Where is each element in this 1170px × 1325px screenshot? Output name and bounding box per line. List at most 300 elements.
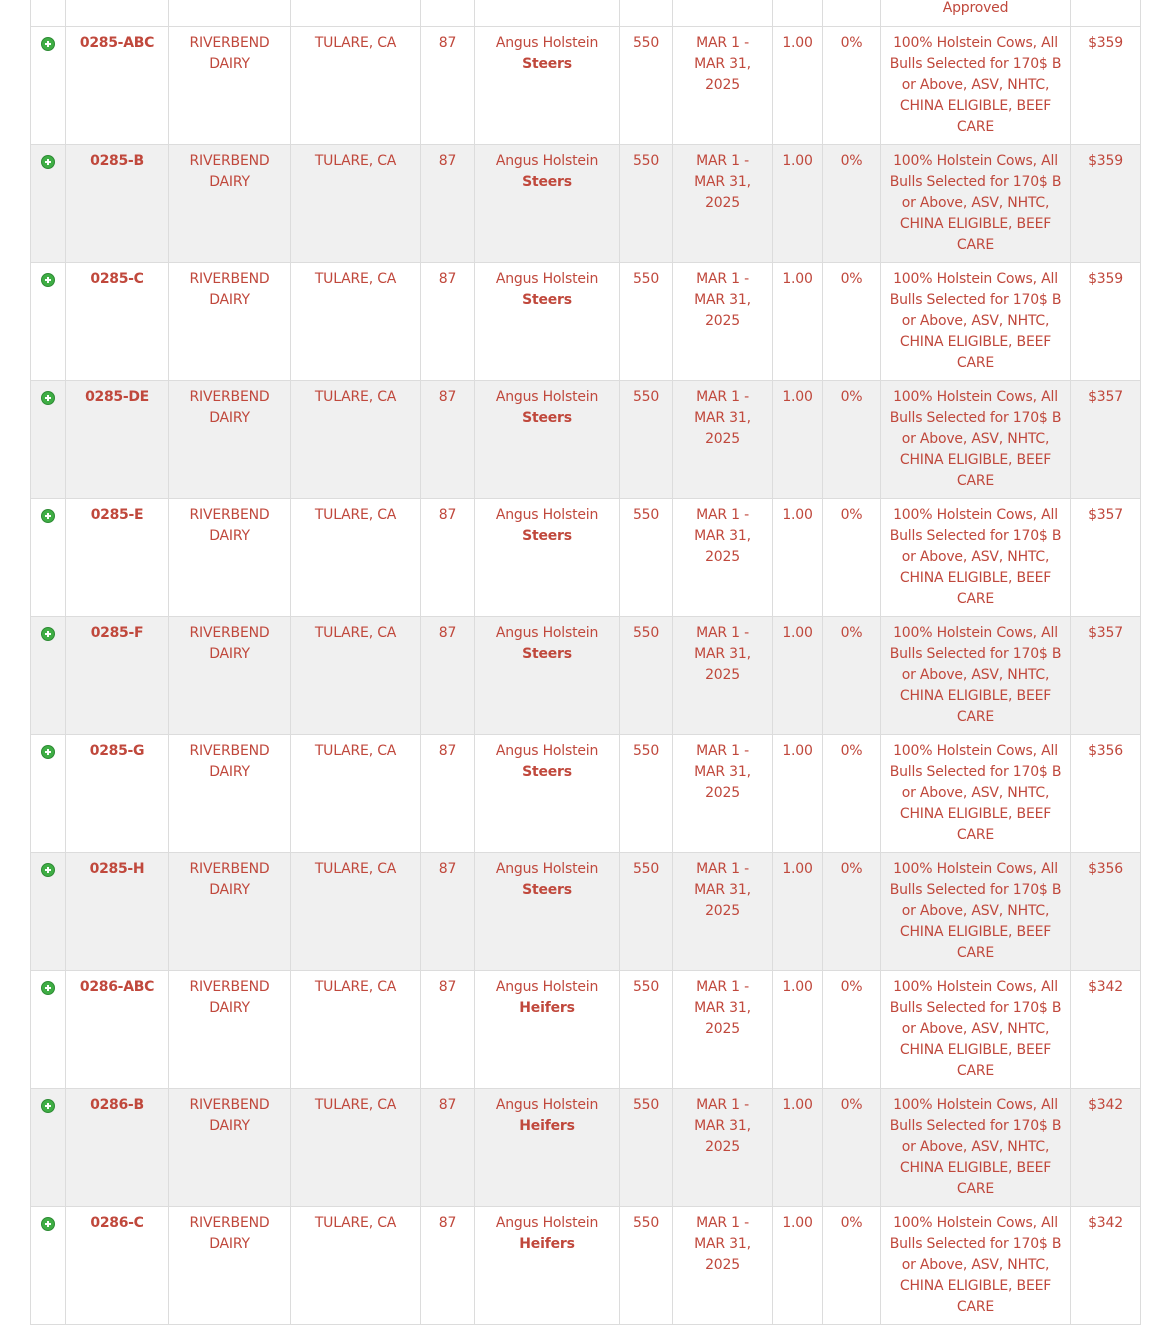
head-count-cell — [421, 735, 475, 853]
location-cell — [291, 1089, 421, 1207]
breed-cell — [475, 381, 620, 499]
delivery-cell — [673, 735, 773, 853]
head-count-cell — [421, 27, 475, 145]
shrink-cell — [823, 853, 881, 971]
lot-link[interactable]: 0285-E — [90, 507, 144, 523]
lot-cell — [66, 735, 169, 853]
table-row — [31, 971, 1141, 1089]
description-cell — [881, 617, 1071, 735]
head-count-cell — [421, 971, 475, 1089]
seller-text: RIVERBEND DAIRY — [189, 1097, 270, 1134]
breed-cell — [475, 617, 620, 735]
location-cell — [291, 263, 421, 381]
delivery-cell — [673, 1089, 773, 1207]
price-cell — [1071, 1089, 1141, 1207]
sex-text: Heifers — [519, 1118, 575, 1134]
sex-text: Steers — [522, 56, 572, 72]
weight-text: 550 — [632, 1097, 660, 1113]
table-row — [31, 735, 1141, 853]
breed-text: Angus Holstein — [495, 1215, 599, 1231]
weight-text: 550 — [632, 153, 660, 169]
sex-text: Heifers — [519, 1000, 575, 1016]
seller-cell — [169, 499, 291, 617]
location-cell — [291, 381, 421, 499]
description-cell — [881, 0, 1071, 27]
head-count-text: 87 — [438, 35, 457, 51]
slide-cell — [773, 1207, 823, 1325]
seller-cell — [169, 1089, 291, 1207]
delivery-text: MAR 1 - MAR 31, 2025 — [694, 979, 751, 1037]
expand-cell — [31, 617, 66, 735]
slide-text: 1.00 — [782, 1097, 813, 1113]
sex-text: Steers — [522, 410, 572, 426]
expand-cell — [31, 381, 66, 499]
breed-text: Angus Holstein — [495, 861, 599, 877]
location-cell — [291, 145, 421, 263]
delivery-cell — [673, 27, 773, 145]
shrink-text: 0% — [840, 861, 863, 877]
shrink-cell — [823, 971, 881, 1089]
table-cell — [823, 0, 881, 27]
expand-cell — [31, 735, 66, 853]
sex-text: Steers — [522, 292, 572, 308]
sex-text: Steers — [522, 174, 572, 190]
sex-text: Heifers — [519, 1236, 575, 1252]
price-cell — [1071, 735, 1141, 853]
shrink-text: 0% — [840, 979, 863, 995]
price-text: $342 — [1088, 979, 1123, 995]
shrink-text: 0% — [840, 1215, 863, 1231]
breed-text: Angus Holstein — [495, 507, 599, 523]
weight-text: 550 — [632, 625, 660, 641]
location-text: TULARE, CA — [314, 625, 397, 641]
table-cell — [66, 0, 169, 27]
shrink-cell — [823, 263, 881, 381]
description-cell — [881, 381, 1071, 499]
description-cell — [881, 735, 1071, 853]
lot-link[interactable]: 0285-H — [89, 861, 145, 877]
delivery-cell — [673, 263, 773, 381]
head-count-cell — [421, 1089, 475, 1207]
price-cell — [1071, 27, 1141, 145]
description-text: 100% Holstein Cows, All Bulls Selected for 170$ B or Above, ASV, NHTC, CHINA ELIGIBLE, BEEF CARE — [889, 153, 1062, 253]
sex-text: Steers — [522, 764, 572, 780]
location-text: TULARE, CA — [314, 743, 397, 759]
weight-text: 550 — [632, 507, 660, 523]
description-text: 100% Holstein Cows, All Bulls Selected for 170$ B or Above, ASV, NHTC, CHINA ELIGIBLE, BEEF CARE — [889, 1097, 1062, 1197]
plus-circle-icon[interactable] — [41, 391, 55, 405]
location-text: TULARE, CA — [314, 271, 397, 287]
expand-cell — [31, 1207, 66, 1325]
shrink-cell — [823, 145, 881, 263]
description-cell — [881, 1089, 1071, 1207]
slide-cell — [773, 499, 823, 617]
shrink-cell — [823, 381, 881, 499]
lot-link[interactable]: 0285-DE — [85, 389, 149, 405]
head-count-text: 87 — [438, 1097, 457, 1113]
slide-cell — [773, 853, 823, 971]
breed-cell — [475, 853, 620, 971]
lot-cell — [66, 263, 169, 381]
delivery-cell — [673, 145, 773, 263]
price-text: $359 — [1088, 271, 1123, 287]
head-count-cell — [421, 853, 475, 971]
location-cell — [291, 1207, 421, 1325]
plus-circle-icon[interactable] — [41, 273, 55, 287]
location-text: TULARE, CA — [314, 35, 397, 51]
shrink-text: 0% — [840, 625, 863, 641]
seller-cell — [169, 971, 291, 1089]
description-text: 100% Holstein Cows, All Bulls Selected for 170$ B or Above, ASV, NHTC, CHINA ELIGIBLE, BEEF CARE — [889, 271, 1062, 371]
seller-text: RIVERBEND DAIRY — [189, 979, 270, 1016]
price-cell — [1071, 499, 1141, 617]
shrink-cell — [823, 1207, 881, 1325]
breed-text: Angus Holstein — [495, 1097, 599, 1113]
seller-text: RIVERBEND DAIRY — [189, 35, 270, 72]
location-cell — [291, 971, 421, 1089]
weight-text: 550 — [632, 1215, 660, 1231]
sex-text: Steers — [522, 882, 572, 898]
breed-text: Angus Holstein — [495, 271, 599, 287]
seller-text: RIVERBEND DAIRY — [189, 625, 270, 662]
breed-cell — [475, 263, 620, 381]
location-text: TULARE, CA — [314, 153, 397, 169]
table-row — [31, 381, 1141, 499]
head-count-text: 87 — [438, 389, 457, 405]
price-text: $359 — [1088, 35, 1123, 51]
slide-cell — [773, 1089, 823, 1207]
description-text: 100% Holstein Cows, All Bulls Selected for 170$ B or Above, ASV, NHTC, CHINA ELIGIBLE, BEEF CARE — [889, 35, 1062, 135]
slide-text: 1.00 — [782, 507, 813, 523]
lot-cell — [66, 499, 169, 617]
price-text: $342 — [1088, 1097, 1123, 1113]
shrink-text: 0% — [840, 35, 863, 51]
shrink-cell — [823, 27, 881, 145]
expand-cell — [31, 145, 66, 263]
slide-cell — [773, 617, 823, 735]
delivery-text: MAR 1 - MAR 31, 2025 — [694, 1097, 751, 1155]
head-count-text: 87 — [438, 861, 457, 877]
delivery-text: MAR 1 - MAR 31, 2025 — [694, 35, 751, 93]
head-count-text: 87 — [438, 625, 457, 641]
breed-text: Angus Holstein — [495, 979, 599, 995]
description-text: 100% Holstein Cows, All Bulls Selected for 170$ B or Above, ASV, NHTC, CHINA ELIGIBLE, BEEF CARE — [889, 625, 1062, 725]
location-cell — [291, 27, 421, 145]
slide-cell — [773, 145, 823, 263]
delivery-cell — [673, 853, 773, 971]
lot-link[interactable]: 0285-ABC — [79, 35, 155, 51]
seller-text: RIVERBEND DAIRY — [189, 743, 270, 780]
table-row — [31, 145, 1141, 263]
sex-text: Steers — [522, 528, 572, 544]
lot-cell — [66, 853, 169, 971]
description-cell — [881, 499, 1071, 617]
table-cell — [31, 0, 66, 27]
lot-cell — [66, 1089, 169, 1207]
price-text: $357 — [1088, 507, 1123, 523]
shrink-cell — [823, 617, 881, 735]
slide-cell — [773, 27, 823, 145]
shrink-text: 0% — [840, 743, 863, 759]
slide-text: 1.00 — [782, 153, 813, 169]
slide-text: 1.00 — [782, 389, 813, 405]
seller-text: RIVERBEND DAIRY — [189, 389, 270, 426]
slide-cell — [773, 381, 823, 499]
weight-cell — [620, 735, 673, 853]
weight-cell — [620, 27, 673, 145]
lot-cell — [66, 971, 169, 1089]
price-text: $356 — [1088, 861, 1123, 877]
head-count-cell — [421, 617, 475, 735]
location-cell — [291, 735, 421, 853]
head-count-cell — [421, 145, 475, 263]
breed-cell — [475, 499, 620, 617]
location-cell — [291, 617, 421, 735]
breed-text: Angus Holstein — [495, 389, 599, 405]
plus-circle-icon[interactable] — [41, 981, 55, 995]
weight-text: 550 — [632, 35, 660, 51]
lot-cell — [66, 145, 169, 263]
delivery-cell — [673, 617, 773, 735]
approved-text: Approved — [942, 0, 1009, 16]
table-cell — [169, 0, 291, 27]
plus-circle-icon[interactable] — [41, 155, 55, 169]
seller-cell — [169, 145, 291, 263]
lots-table-container — [30, 0, 1140, 1325]
slide-text: 1.00 — [782, 625, 813, 641]
seller-text: RIVERBEND DAIRY — [189, 1215, 270, 1252]
breed-cell — [475, 971, 620, 1089]
head-count-cell — [421, 263, 475, 381]
lot-link[interactable]: 0285-C — [90, 271, 144, 287]
head-count-text: 87 — [438, 271, 457, 287]
breed-text: Angus Holstein — [495, 35, 599, 51]
description-cell — [881, 853, 1071, 971]
lot-link[interactable]: 0285-F — [90, 625, 144, 641]
lot-link[interactable]: 0286-C — [90, 1215, 144, 1231]
lot-link[interactable]: 0286-ABC — [79, 979, 155, 995]
breed-text: Angus Holstein — [495, 153, 599, 169]
lot-cell — [66, 1207, 169, 1325]
description-cell — [881, 263, 1071, 381]
seller-text: RIVERBEND DAIRY — [189, 153, 270, 190]
head-count-text: 87 — [438, 153, 457, 169]
table-row — [31, 617, 1141, 735]
seller-cell — [169, 735, 291, 853]
weight-cell — [620, 381, 673, 499]
weight-cell — [620, 971, 673, 1089]
expand-cell — [31, 1089, 66, 1207]
plus-circle-icon[interactable] — [41, 745, 55, 759]
slide-text: 1.00 — [782, 1215, 813, 1231]
plus-circle-icon[interactable] — [41, 37, 55, 51]
seller-cell — [169, 853, 291, 971]
slide-text: 1.00 — [782, 35, 813, 51]
plus-circle-icon[interactable] — [41, 1217, 55, 1231]
description-text: 100% Holstein Cows, All Bulls Selected for 170$ B or Above, ASV, NHTC, CHINA ELIGIBLE, BEEF CARE — [889, 1215, 1062, 1315]
price-cell — [1071, 853, 1141, 971]
price-text: $357 — [1088, 625, 1123, 641]
plus-circle-icon[interactable] — [41, 1099, 55, 1113]
weight-cell — [620, 499, 673, 617]
seller-cell — [169, 381, 291, 499]
table-cell — [421, 0, 475, 27]
weight-cell — [620, 617, 673, 735]
weight-text: 550 — [632, 979, 660, 995]
price-cell — [1071, 145, 1141, 263]
description-cell — [881, 145, 1071, 263]
shrink-text: 0% — [840, 1097, 863, 1113]
lot-link[interactable]: 0286-B — [90, 1097, 144, 1113]
plus-circle-icon[interactable] — [41, 509, 55, 523]
delivery-text: MAR 1 - MAR 31, 2025 — [694, 271, 751, 329]
table-cell — [620, 0, 673, 27]
breed-cell — [475, 1207, 620, 1325]
breed-text: Angus Holstein — [495, 743, 599, 759]
table-cell — [673, 0, 773, 27]
expand-cell — [31, 27, 66, 145]
breed-text: Angus Holstein — [495, 625, 599, 641]
slide-text: 1.00 — [782, 979, 813, 995]
delivery-text: MAR 1 - MAR 31, 2025 — [694, 743, 751, 801]
shrink-cell — [823, 1089, 881, 1207]
expand-cell — [31, 853, 66, 971]
slide-cell — [773, 971, 823, 1089]
price-cell — [1071, 1207, 1141, 1325]
table-row — [31, 263, 1141, 381]
slide-text: 1.00 — [782, 743, 813, 759]
description-cell — [881, 1207, 1071, 1325]
delivery-cell — [673, 381, 773, 499]
lot-cell — [66, 381, 169, 499]
delivery-cell — [673, 971, 773, 1089]
head-count-cell — [421, 499, 475, 617]
head-count-text: 87 — [438, 979, 457, 995]
location-text: TULARE, CA — [314, 1215, 397, 1231]
shrink-text: 0% — [840, 507, 863, 523]
delivery-text: MAR 1 - MAR 31, 2025 — [694, 625, 751, 683]
shrink-cell — [823, 735, 881, 853]
price-cell — [1071, 971, 1141, 1089]
description-text: 100% Holstein Cows, All Bulls Selected for 170$ B or Above, ASV, NHTC, CHINA ELIGIBLE, BEEF CARE — [889, 979, 1062, 1079]
weight-text: 550 — [632, 743, 660, 759]
expand-cell — [31, 971, 66, 1089]
weight-cell — [620, 263, 673, 381]
location-text: TULARE, CA — [314, 979, 397, 995]
table-cell — [291, 0, 421, 27]
delivery-text: MAR 1 - MAR 31, 2025 — [694, 861, 751, 919]
table-row — [31, 499, 1141, 617]
weight-cell — [620, 1207, 673, 1325]
slide-text: 1.00 — [782, 861, 813, 877]
location-text: TULARE, CA — [314, 507, 397, 523]
table-row — [31, 1207, 1141, 1325]
price-text: $357 — [1088, 389, 1123, 405]
description-text: 100% Holstein Cows, All Bulls Selected for 170$ B or Above, ASV, NHTC, CHINA ELIGIBLE, BEEF CARE — [889, 743, 1062, 843]
table-cell — [773, 0, 823, 27]
weight-text: 550 — [632, 389, 660, 405]
weight-cell — [620, 853, 673, 971]
shrink-text: 0% — [840, 271, 863, 287]
expand-cell — [31, 499, 66, 617]
table-row-partial — [31, 0, 1141, 27]
head-count-cell — [421, 1207, 475, 1325]
location-cell — [291, 853, 421, 971]
lot-link[interactable]: 0285-B — [90, 153, 144, 169]
head-count-text: 87 — [438, 743, 457, 759]
slide-cell — [773, 263, 823, 381]
slide-text: 1.00 — [782, 271, 813, 287]
weight-cell — [620, 145, 673, 263]
delivery-text: MAR 1 - MAR 31, 2025 — [694, 507, 751, 565]
lot-cell — [66, 27, 169, 145]
lot-cell — [66, 617, 169, 735]
price-cell — [1071, 263, 1141, 381]
location-cell — [291, 499, 421, 617]
head-count-cell — [421, 381, 475, 499]
price-text: $356 — [1088, 743, 1123, 759]
plus-circle-icon[interactable] — [41, 627, 55, 641]
delivery-cell — [673, 1207, 773, 1325]
seller-text: RIVERBEND DAIRY — [189, 861, 270, 898]
breed-cell — [475, 27, 620, 145]
location-text: TULARE, CA — [314, 861, 397, 877]
table-row — [31, 853, 1141, 971]
shrink-text: 0% — [840, 389, 863, 405]
description-cell — [881, 971, 1071, 1089]
weight-cell — [620, 1089, 673, 1207]
price-text: $342 — [1088, 1215, 1123, 1231]
weight-text: 550 — [632, 861, 660, 877]
seller-cell — [169, 263, 291, 381]
description-text: 100% Holstein Cows, All Bulls Selected for 170$ B or Above, ASV, NHTC, CHINA ELIGIBLE, BEEF CARE — [889, 861, 1062, 961]
seller-cell — [169, 617, 291, 735]
breed-cell — [475, 145, 620, 263]
price-cell — [1071, 617, 1141, 735]
seller-cell — [169, 1207, 291, 1325]
location-text: TULARE, CA — [314, 389, 397, 405]
delivery-cell — [673, 499, 773, 617]
breed-cell — [475, 735, 620, 853]
description-text: 100% Holstein Cows, All Bulls Selected for 170$ B or Above, ASV, NHTC, CHINA ELIGIBLE, BEEF CARE — [889, 389, 1062, 489]
sex-text: Steers — [522, 646, 572, 662]
delivery-text: MAR 1 - MAR 31, 2025 — [694, 153, 751, 211]
seller-cell — [169, 27, 291, 145]
weight-text: 550 — [632, 271, 660, 287]
slide-cell — [773, 735, 823, 853]
head-count-text: 87 — [438, 507, 457, 523]
table-cell — [1071, 0, 1141, 27]
lot-link[interactable]: 0285-G — [89, 743, 145, 759]
table-cell — [475, 0, 620, 27]
shrink-text: 0% — [840, 153, 863, 169]
plus-circle-icon[interactable] — [41, 863, 55, 877]
head-count-text: 87 — [438, 1215, 457, 1231]
seller-text: RIVERBEND DAIRY — [189, 271, 270, 308]
description-cell — [881, 27, 1071, 145]
description-text: 100% Holstein Cows, All Bulls Selected for 170$ B or Above, ASV, NHTC, CHINA ELIGIBLE, BEEF CARE — [889, 507, 1062, 607]
shrink-cell — [823, 499, 881, 617]
table-row — [31, 1089, 1141, 1207]
seller-text: RIVERBEND DAIRY — [189, 507, 270, 544]
expand-cell — [31, 263, 66, 381]
lots-table — [30, 0, 1141, 1325]
table-row — [31, 27, 1141, 145]
location-text: TULARE, CA — [314, 1097, 397, 1113]
price-cell — [1071, 381, 1141, 499]
delivery-text: MAR 1 - MAR 31, 2025 — [694, 389, 751, 447]
price-text: $359 — [1088, 153, 1123, 169]
